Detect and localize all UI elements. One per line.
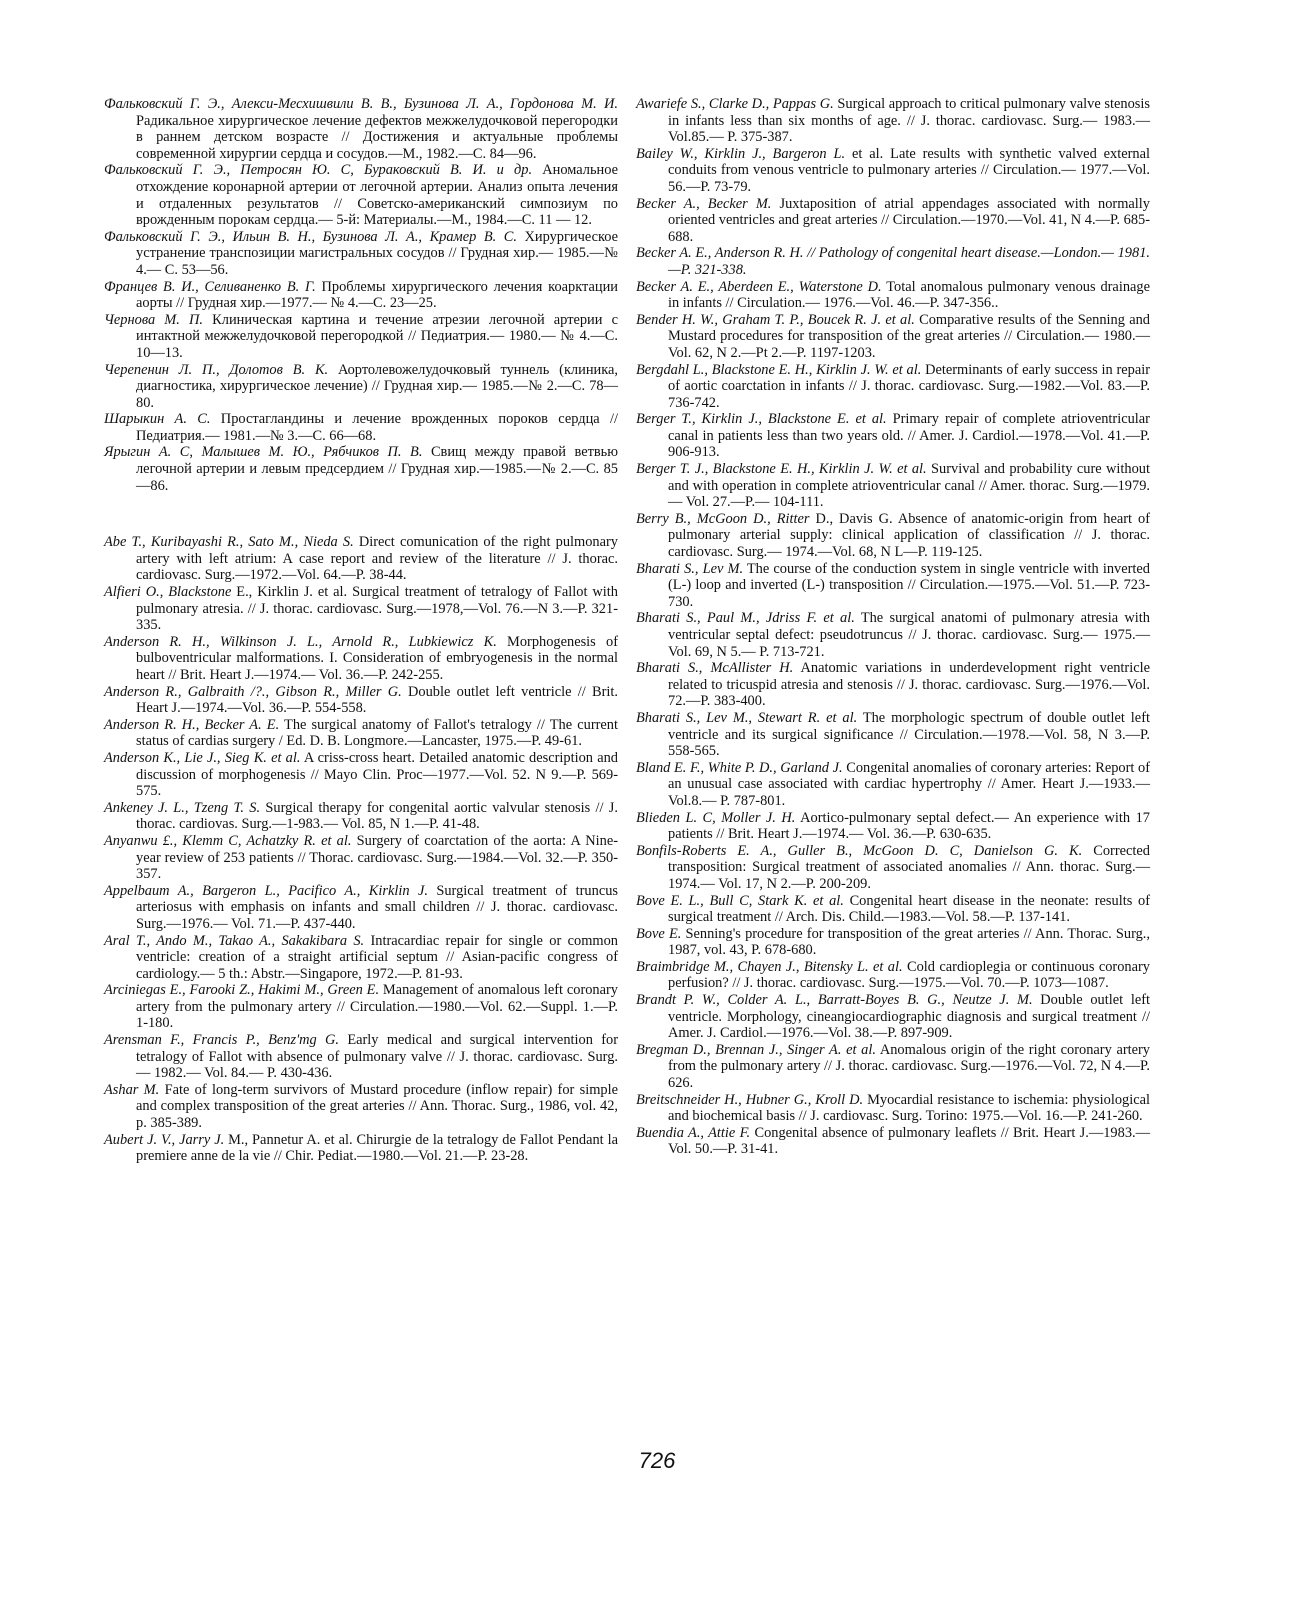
reference-entry: [104, 362, 618, 412]
reference-entry: [636, 959, 1150, 992]
reference-text: Радикальное хирургическое лечение дефектов межжелудочковой перегородки в раннем детском возрасте // Достижения и актуальные проблемы современной хирургии сердца и сосудов.—М., 1982.—С. 84—96.: [136, 112, 618, 162]
reference-text: The morphologic spectrum of double outlet left ventricle and its surgical significance // Circulation.—1978.—Vol. 58, N 3.—P. 558-565.: [668, 709, 1150, 760]
reference-text: Myocardial resistance to ischemia: physiological and biochemical basis // J. cardiovasc. Surg. Torino: 1975.—Vol. 16.—P. 241-260.: [668, 1091, 1150, 1125]
reference-entry: [636, 843, 1150, 893]
reference-text: Determinants of early success in repair of aortic coarctation in infants // J. thorac. cardiovasc. Surg.—1982.—Vol. 83.—P. 736-742.: [668, 361, 1151, 411]
reference-text: Congenital absence of pulmonary leaflets // Brit. Heart J.—1983.—Vol. 50.—P. 31-41.: [668, 1124, 1151, 1158]
reference-authors: Anderson R. H., Becker A. E.: [104, 716, 280, 733]
reference-entry: [636, 245, 1150, 278]
reference-text: Morphogenesis of bulboventricular malformations. I. Consideration of embryogenesis in the normal heart // Brit. Heart J.—1974.— Vol. 36.—P. 242-255.: [136, 633, 618, 683]
reference-text: Аномальное отхождение коронарной артерии от легочной артерии. Анализ опыта лечения и отдаленных результатов // Советско-американский симпозиум по врожденным порокам сердца.— 5-й: Материалы.—М., 1984.—С. 11 — 12.: [136, 162, 619, 229]
reference-entry: [104, 162, 618, 228]
reference-authors: Bove E.: [636, 925, 682, 942]
reference-entry: [636, 710, 1150, 760]
reference-entry: [104, 634, 618, 684]
reference-entry: [104, 684, 618, 717]
reference-text: Surgical approach to critical pulmonary valve stenosis in infants less than six months of age. // J. thorac. cardiovasc. Surg.— 1983.—Vol.85.— P. 375-387.: [668, 96, 1150, 146]
reference-entry: [636, 196, 1150, 246]
reference-entry: [636, 312, 1150, 362]
reference-text: et al. Late results with synthetic valved external conduits from venous ventricle to pulmonary arteries // Circulation.— 1977.—Vol. 56.—P. 73-79.: [668, 145, 1150, 195]
reference-entry: [636, 660, 1150, 710]
page-number: 726: [638, 1448, 676, 1473]
reference-text: Total anomalous pulmonary venous drainage in infants // Circulation.— 1976.—Vol. 46.—P. 347-356..: [668, 278, 1150, 312]
reference-authors: Aubert J. V., Jarry J.: [104, 1131, 225, 1148]
reference-text: Senning's procedure for transposition of the great arteries // Ann. Thorac. Surg., 1987, vol. 43, P. 678-680.: [668, 925, 1151, 959]
reference-text: Survival and probability cure without and with operation in complete atrioventricular canal // Amer. thorac. Surg.—1979.— Vol. 27.—P.— 104-111.: [668, 461, 1150, 511]
reference-text: Aortico-pulmonary septal defect.— An experience with 17 patients // Brit. Heart J.—1974.— Vol. 36.—P. 630-635.: [668, 809, 1150, 843]
reference-authors: Berger T. J., Blackstone E. H., Kirklin J. W. et al.: [636, 461, 927, 478]
reference-text: Juxtaposition of atrial appendages associated with normally oriented ventricles and great arteries // Circulation.—1970.—Vol. 41, N 4.—P. 685-688.: [668, 195, 1150, 245]
reference-entry: [104, 833, 618, 883]
reference-authors: Фальковский Г. Э., Петросян Ю. С, Бураковский В. И. и др.: [104, 162, 533, 179]
reference-text: Проблемы хирургического лечения коарктации аорты // Грудная хир.—1977.— № 4.—С. 23—25.: [136, 278, 618, 312]
reference-text: Primary repair of complete atrioventricular canal in patients less than two years old. // Amer. J. Cardiol.—1978.—Vol. 41.—P. 906-913.: [668, 411, 1150, 461]
reference-entry: [104, 750, 618, 800]
reference-entry: [636, 760, 1150, 810]
reference-authors: Ankeney J. L., Tzeng T. S.: [104, 799, 261, 816]
reference-authors: Bharati S., McAllister H.: [636, 660, 794, 677]
reference-entry: [636, 279, 1150, 312]
reference-authors: Arciniegas E., Farooki Z., Hakimi M., Green E.: [104, 982, 380, 999]
reference-authors: Anderson R., Galbraith /?., Gibson R., Miller G.: [104, 683, 402, 700]
reference-text: Comparative results of the Senning and Mustard procedures for transposition of the great arteries // Circulation.— 1980.— Vol. 62, N 2.—Pt 2.—P. 1197-1203.: [668, 311, 1150, 361]
reference-entry: [104, 933, 618, 983]
reference-authors: Anyanwu £., Klemm C, Achatzky R. et al.: [104, 832, 352, 849]
reference-authors: Францев В. И., Селиваненко В. Г.: [104, 278, 316, 295]
reference-authors: Brandt P. W., Colder A. L., Barratt-Boyes B. G., Neutze J. M.: [636, 992, 1033, 1009]
reference-text: Congenital anomalies of coronary arteries: Report of an unusual case associated with cardiac hypertrophy // Amer. Heart J.—1933.— Vol.8.— P. 787-801.: [668, 759, 1150, 809]
reference-authors: Becker A. E., Anderson R. H. // Pathology of congenital heart disease.—London.— 1981.—P. 321-338.: [636, 245, 1150, 278]
reference-authors: Bregman D., Brennan J., Singer A. et al.: [636, 1041, 876, 1058]
reference-entry: [636, 411, 1150, 461]
reference-authors: Arensman F., Francis P., Benz'mg G.: [104, 1032, 340, 1049]
reference-text: Клиническая картина и течение атрезии легочной артерии с интактной межжелудочковой перегородкой // Педиатрия.— 1980.— № 4.—С. 10—13.: [136, 311, 618, 361]
reference-authors: Bonfils-Roberts E. A., Guller B., McGoon D. C, Danielson G. K.: [636, 842, 1083, 859]
reference-entry: [636, 992, 1150, 1042]
reference-entry: [104, 96, 618, 162]
reference-entry: [636, 146, 1150, 196]
reference-entry: [104, 883, 618, 933]
reference-entry: [636, 1125, 1150, 1158]
reference-text: Management of anomalous left coronary artery from the pulmonary artery // Circulation.—1980.—Vol. 62.—Suppl. 1.—P. 1-180.: [136, 982, 618, 1032]
reference-authors: Фальковский Г. Э., Алекси-Месхишвили В. В., Бузинова Л. А., Гордонова М. И.: [104, 96, 618, 112]
reference-entry: [104, 1032, 618, 1082]
reference-entry: [636, 96, 1150, 146]
reference-entry: [104, 982, 618, 1032]
reference-text: Хирургическое устранение транспозиции магистральных сосудов // Грудная хир.— 1985.—№ 4.— С. 53—56.: [136, 228, 618, 278]
reference-column-left: [104, 96, 618, 1165]
reference-entry: [636, 561, 1150, 611]
reference-authors: Черепенин Л. П., Долотов В. К.: [104, 361, 329, 378]
reference-authors: Фальковский Г. Э., Ильин В. Н., Бузинова Л. А., Крамер В. С.: [104, 228, 517, 245]
reference-authors: Bergdahl L., Blackstone E. H., Kirklin J. W. et al.: [636, 361, 922, 378]
reference-text: D., Davis G. Absence of anatomic-origin from heart of pulmonary arterial supply: clinical application of classification // J. thorac. cardiovasc. Surg.— 1974.—Vol. 68, N L—P. 119-125.: [668, 510, 1150, 561]
reference-authors: Braimbridge M., Chayen J., Bitensky L. et al.: [636, 958, 903, 975]
reference-text: The surgical anatomy of Fallot's tetralogy // The current status of cardias surgery / Ed. D. B. Longmore.—Lancaster, 1975.—P. 49-61.: [136, 716, 618, 750]
reference-entry: [636, 926, 1150, 959]
reference-authors: Bender H. W., Graham T. P., Boucek R. J. et al.: [636, 311, 915, 328]
reference-entry: [104, 800, 618, 833]
reference-authors: Alfieri O., Blackstone: [104, 584, 232, 601]
reference-text: M., Pannetur A. et al. Chirurgie de la tetralogy de Fallot Pendant la premiere anne de la vie // Chir. Pediat.—1980.—Vol. 21.—P. 23-28.: [136, 1131, 618, 1165]
reference-entry: [104, 534, 618, 584]
reference-authors: Buendia A., Attie F.: [636, 1124, 751, 1141]
reference-entry: [636, 610, 1150, 660]
reference-entry: [636, 893, 1150, 926]
reference-authors: Blieden L. C, Moller J. H.: [636, 809, 796, 826]
reference-text: Corrected transposition: Surgical treatment of associated anomalies // Ann. thorac. Surg.— 1974.— Vol. 17, N 2.—P. 200-209.: [668, 842, 1150, 892]
reference-entry: [104, 1082, 618, 1132]
reference-text: Аортолевожелудочковый туннель (клиника, диагностика, хирургическое лечение) // Грудная хир.— 1985.—№ 2.—С. 78—80.: [136, 361, 618, 411]
reference-authors: Becker A. E., Aberdeen E., Waterstone D.: [636, 278, 882, 295]
reference-text: Double outlet left ventricle // Brit. Heart J.—1974.—Vol. 36.—P. 554-558.: [136, 683, 618, 717]
reference-text: Anomalous origin of the right coronary artery from the pulmonary artery // J. thorac. cardiovasc. Surg.—1976.—Vol. 72, N 4.—P. 626.: [668, 1041, 1151, 1092]
reference-authors: Appelbaum A., Bargeron L., Pacifico A., Kirklin J.: [104, 882, 428, 899]
reference-authors: Awariefe S., Clarke D., Pappas G.: [636, 96, 834, 112]
reference-authors: Abe T., Kuribayashi R., Sato M., Nieda S.: [104, 534, 354, 551]
reference-text: Surgery of coarctation of the aorta: A Nine-year review of 253 patients // Thorac. cardiovasc. Surg.—1984.—Vol. 32.—P. 350-357.: [136, 832, 618, 883]
reference-authors: Bove E. L., Bull C, Stark K. et al.: [636, 892, 844, 909]
reference-entry: [636, 461, 1150, 511]
reference-text: Anatomic variations in underdevelopment right ventricle related to tricuspid atresia and stenosis // J. thorac. cardiovasc. Surg.—1976.—Vol. 72.—P. 383-400.: [668, 660, 1150, 710]
reference-text: Surgical treatment of truncus arteriosus with emphasis on infants and small children // J. thorac. cardiovasc. Surg.—1976.— Vol. 71.—P. 437-440.: [136, 882, 618, 932]
reference-text: The surgical anatomi of pulmonary atresia with ventricular septal defect: pseudotruncus // J. thorac. cardiovasc. Surg.— 1975.— Vol. 69, N 5.— P. 713-721.: [668, 610, 1151, 660]
reference-entry: [636, 1042, 1150, 1092]
reference-authors: Anderson K., Lie J., Sieg K. et al.: [104, 749, 301, 766]
reference-text: Direct comunication of the right pulmonary artery with left atrium: A case report and review of the literature // J. thorac. cardiovasc. Surg.—1972.—Vol. 64.—P. 38-44.: [136, 534, 618, 584]
reference-entry: [104, 444, 618, 494]
reference-text: Свищ между правой ветвью легочной артерии и левым предсердием // Грудная хир.—1985.—№ 2.—С. 85—86.: [136, 444, 618, 494]
reference-entry: [104, 279, 618, 312]
reference-authors: Aral T., Ando M., Takao A., Sakakibara S.: [104, 932, 365, 949]
reference-authors: Breitschneider H., Hubner G., Kroll D.: [636, 1091, 864, 1108]
reference-entry: [636, 511, 1150, 561]
reference-entry: [104, 717, 618, 750]
reference-column-right: [636, 96, 1150, 1158]
reference-text: Fate of long-term survivors of Mustard procedure (inflow repair) for simple and complex transposition of the great arteries // Ann. Thorac. Surg., 1986, vol. 42, p. 385-389.: [136, 1081, 618, 1132]
reference-text: Intracardiac repair for single or common ventricle: creation of a straight artificial septum // Asian-pacific congress of cardiology.— 5 th.: Abstr.—Singapore, 1972.—P. 81-93.: [136, 932, 618, 982]
reference-authors: Шарыкин А. С.: [104, 411, 211, 428]
reference-text: The course of the conduction system in single ventricle with inverted (L-) loop and inverted (L-) transposition // Circulation.—1975.—Vol. 51.—P. 723-730.: [668, 560, 1150, 610]
reference-authors: Bharati S., Lev M., Stewart R. et al.: [636, 709, 858, 726]
reference-entry: [636, 1092, 1150, 1125]
reference-entry: [636, 810, 1150, 843]
reference-entry: [636, 362, 1150, 412]
reference-authors: Bharati S., Paul M., Jdriss F. et al.: [636, 610, 855, 627]
reference-text: Double outlet left ventricle. Morphology, cineangiocardiographic diagnosis and surgical treatment // Amer. J. Cardiol.—1976.—Vol. 38.—P. 897-909.: [668, 992, 1150, 1042]
reference-authors: Bland E. F., White P. D., Garland J.: [636, 759, 843, 776]
reference-text: E., Kirklin J. et al. Surgical treatment of tetralogy of Fallot with pulmonary atresia. // J. thorac. cardiovasc. Surg.—1978,—Vol. 76.—N 3.—P. 321-335.: [136, 584, 618, 634]
reference-text: Congenital heart disease in the neonate: results of surgical treatment // Arch. Dis. Child.—1983.—Vol. 58.—P. 137-141.: [668, 892, 1151, 926]
reference-authors: Ярыгин А. С, Малышев М. Ю., Рябчиков П. В.: [104, 444, 423, 461]
reference-entry: [104, 1132, 618, 1165]
reference-authors: Anderson R. H., Wilkinson J. L., Arnold R., Lubkiewicz K.: [104, 633, 497, 650]
reference-text: Простагландины и лечение врожденных пороков сердца // Педиатрия.— 1981.—№ 3.—С. 66—68.: [136, 411, 618, 444]
reference-authors: Bharati S., Lev M.: [636, 560, 744, 577]
reference-entry: [104, 312, 618, 362]
reference-text: Surgical therapy for congenital aortic valvular stenosis // J. thorac. cardiovas. Surg.—1-983.— Vol. 85, N 1.—P. 41-48.: [136, 799, 619, 833]
reference-text: Early medical and surgical intervention for tetralogy of Fallot with absence of pulmonary valve // J. thorac. cardiovasc. Surg.— 1982.— Vol. 84.— P. 430-436.: [136, 1032, 618, 1082]
reference-entry: [104, 411, 618, 444]
reference-text: Cold cardioplegia or continuous coronary perfusion? // J. thorac. cardiovasc. Surg.—1975.—Vol. 70.—P. 1073—1087.: [668, 958, 1150, 992]
reference-text: A criss-cross heart. Detailed anatomic description and discussion of morphogenesis // Mayo Clin. Proc—1977.—Vol. 52. N 9.—P. 569-575.: [136, 749, 618, 800]
reference-entry: [104, 584, 618, 634]
reference-authors: Bailey W., Kirklin J., Bargeron L.: [636, 145, 846, 162]
reference-entry: [104, 229, 618, 279]
reference-authors: Berger T., Kirklin J., Blackstone E. et al.: [636, 411, 887, 428]
reference-authors: Чернова М. П.: [104, 311, 204, 328]
reference-authors: Berry B., McGoon D., Ritter: [636, 510, 810, 527]
reference-authors: Ashar M.: [104, 1081, 160, 1098]
section-gap: [104, 494, 618, 534]
reference-authors: Becker A., Becker M.: [636, 195, 772, 212]
